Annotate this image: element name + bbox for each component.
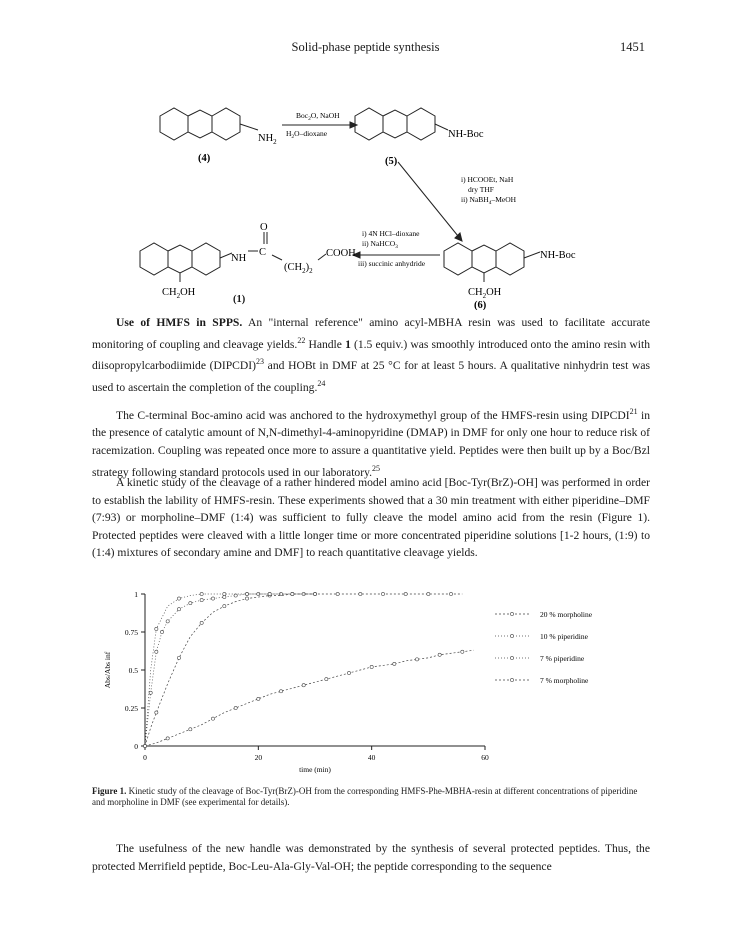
ch2oh-group-6: $CH_2OH$ (468, 287, 502, 300)
data-point (257, 697, 260, 700)
y-tick-label: 0.5 (128, 666, 138, 675)
data-point (177, 608, 180, 611)
data-point (223, 595, 226, 598)
data-point (155, 711, 158, 714)
y-tick-label: 0 (134, 742, 138, 751)
data-point (223, 605, 226, 608)
data-point (393, 662, 396, 665)
data-point (302, 592, 305, 595)
data-point (160, 630, 163, 633)
step1-reagents-top: Boc$_2$O, NaOH (296, 111, 340, 122)
paragraph-anchoring: The C-terminal Boc-amino acid was anchored to the hydroxymethyl group of the HMFS-resin using DIPCDI$^{21}$ in the presence of catalytic amount of N,N-dimethyl-4-aminopyridine (DMAP) in DMF for only one hour to reduce risk of racemization. Coupling was repeated once more to assure a quantitative yield. Peptides were then built up by a Boc/Bzl strategy following standard protocols used in our laboratory.$^{25}$ (92, 407, 650, 479)
chart-legend (495, 610, 593, 685)
data-point (177, 597, 180, 600)
compound-label-6: (6) (474, 300, 487, 310)
running-title: Solid-phase peptide synthesis (291, 40, 440, 54)
step3-line3: iii) succinic anhydride (358, 259, 426, 268)
data-point (143, 744, 146, 747)
data-point (200, 621, 203, 624)
ch2oh-group-1: $CH_2OH$ (162, 287, 196, 300)
linker-cooh: COOH (326, 248, 356, 259)
data-point (404, 592, 407, 595)
data-point (234, 706, 237, 709)
data-point (268, 592, 271, 595)
data-point (415, 658, 418, 661)
x-tick-label: 40 (367, 753, 376, 762)
y-axis-label: Abs/Abs inf (103, 651, 112, 689)
paragraph-hmfs-spps: Use of HMFS in SPPS. An "internal reference" amino acyl-MBHA resin was used to facilitate accurate monitoring of coupling and cleavage yields.$^{22}$ Handle 1 (1.5 equiv.) was smoothly introduced onto the amino resin with diisopropylcarbodiimide (DIPCDI)$^{23}$ and HOBt in DMF at 25 °C for at least 5 hours. A qualitative ninhydrin test was used to ascertain the completion of the coupling.$^{24}$ (92, 316, 651, 394)
data-point (381, 592, 384, 595)
series-layer (143, 592, 473, 747)
y-tick-label: 0.75 (124, 628, 138, 637)
data-point (427, 592, 430, 595)
reaction-scheme (0, 0, 731, 310)
legend-entry: 7 % piperidine (540, 654, 585, 663)
step2-line2: dry THF (468, 185, 494, 194)
data-point (155, 650, 158, 653)
legend-entry: 20 % morpholine (540, 610, 593, 619)
step1-reagents-bottom: $H_2O$–dioxane (286, 129, 328, 140)
figure-label: Figure 1. (92, 786, 127, 796)
data-point (200, 598, 203, 601)
legend-marker (510, 612, 513, 615)
data-point (211, 717, 214, 720)
y-tick-label: 1 (134, 590, 138, 599)
x-tick-label: 60 (481, 753, 489, 762)
data-point (438, 653, 441, 656)
data-point (336, 592, 339, 595)
data-point (155, 627, 158, 630)
data-point (325, 678, 328, 681)
data-point (461, 650, 464, 653)
chart-axes (145, 594, 485, 746)
data-point (189, 728, 192, 731)
data-point (234, 594, 237, 597)
compound-label-4: (4) (198, 153, 211, 164)
compound-label-5: (5) (385, 156, 398, 167)
linker-carbonyl-o: O (260, 222, 268, 233)
figure-caption: Figure 1. Kinetic study of the cleavage of Boc-Tyr(BrZ)-OH from the corresponding HMFS-Phe-MBHA-resin at different concentrations of piperidine and morpholine in DMF (see experimental for details). (92, 786, 638, 807)
paragraph-kinetic-study: A kinetic study of the cleavage of a rather hindered model amino acid [Boc-Tyr(BrZ)-OH] was performed in order to establish the lability of HMFS-resin. These experiments showed that a 30 min treatment with either piperidine–DMF (7:93) or morpholine–DMF (1:4) was sufficient to fully cleave the model amino acid from the resin (Figure 1). Protected peptides were cleaved with a little longer time or more concentrated piperidine solutions [1-2 hours, (1:9) to (1:4) mixtures of secondary amine and DMF] to reach quantitative cleavage yields. (92, 476, 650, 560)
data-point (313, 592, 316, 595)
linker-ch2-chain: $(CH_2)_2$ (284, 262, 313, 275)
series-line (145, 594, 315, 746)
step2-line3: ii) NaBH$_4$–MeOH (461, 195, 517, 206)
data-point (370, 665, 373, 668)
data-point (291, 592, 294, 595)
reaction-arrow-2 (398, 162, 458, 236)
x-axis-label: time (min) (299, 765, 331, 774)
paragraph-usefulness: The usefulness of the new handle was demonstrated by the synthesis of several protected peptides. Thus, the protected Merrifield peptide, Boc-Leu-Ala-Gly-Val-OH; the peptide corresponding to the sequence (92, 842, 650, 873)
step3-line2: ii) NaHCO$_3$ (362, 239, 398, 250)
series-line (145, 594, 462, 746)
nh2-group: $NH_2$ (258, 133, 277, 146)
legend-entry: 7 % morpholine (540, 676, 589, 685)
legend-entry: 10 % piperidine (540, 632, 588, 641)
compound-label-1: (1) (233, 294, 246, 305)
data-point (359, 592, 362, 595)
series-line (145, 594, 315, 746)
x-tick-label: 20 (254, 753, 263, 762)
data-point (245, 597, 248, 600)
page-number: 1451 (620, 40, 645, 54)
data-point (223, 592, 226, 595)
nh-boc-group-6: NH-Boc (540, 250, 576, 261)
data-point (166, 737, 169, 740)
nh-boc-group-5: NH-Boc (448, 129, 484, 140)
step2-line1: i) HCOOEt, NaH (461, 175, 514, 184)
paragraph-heading: Use of HMFS in SPPS. (116, 316, 243, 329)
legend-marker (510, 678, 513, 681)
data-point (177, 656, 180, 659)
data-point (166, 620, 169, 623)
step3-line1: i) 4N HCl–dioxane (362, 229, 420, 238)
kinetics-chart (100, 584, 610, 779)
fluorene-structure-6 (444, 243, 540, 282)
data-point (302, 684, 305, 687)
data-point (211, 597, 214, 600)
x-tick-label: 0 (143, 753, 147, 762)
data-point (279, 690, 282, 693)
legend-marker (510, 634, 513, 637)
linker-nh: NH (231, 253, 247, 264)
data-point (149, 691, 152, 694)
data-point (449, 592, 452, 595)
series-line (145, 650, 474, 746)
legend-marker (510, 656, 513, 659)
y-ticks (125, 590, 145, 751)
fluorene-structure-4 (160, 108, 258, 140)
data-point (245, 592, 248, 595)
data-point (200, 592, 203, 595)
data-point (189, 602, 192, 605)
y-tick-label: 0.25 (124, 704, 138, 713)
fluorene-structure-5 (355, 108, 448, 140)
linker-carbonyl-c: C (259, 247, 267, 258)
x-ticks (143, 746, 489, 762)
data-point (347, 671, 350, 674)
